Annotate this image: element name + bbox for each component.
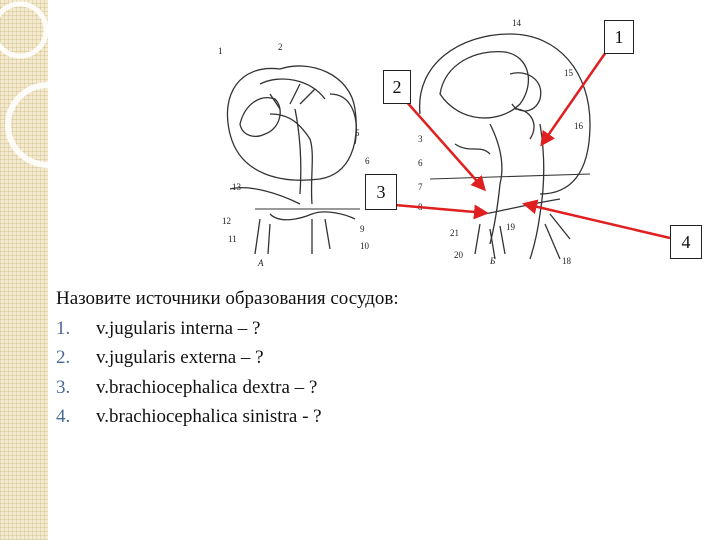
callout-4-label: 4 (681, 232, 691, 252)
svg-text:14: 14 (512, 18, 521, 28)
svg-text:Б: Б (490, 256, 496, 266)
svg-text:6: 6 (418, 158, 423, 168)
svg-text:20: 20 (454, 250, 463, 260)
list-item (56, 343, 696, 373)
list-item (56, 314, 696, 344)
question-list (56, 314, 696, 432)
svg-text:18: 18 (562, 256, 571, 266)
list-item (56, 402, 696, 432)
svg-text:2: 2 (278, 42, 283, 52)
list-text: v.brachiocephalica dextra – ? (96, 376, 318, 398)
list-text: v.brachiocephalica sinistra - ? (96, 406, 322, 427)
question-heading: Назовите источники образования сосудов: (56, 288, 399, 309)
svg-text:21: 21 (450, 228, 459, 238)
svg-text:11: 11 (228, 234, 237, 244)
svg-text:6: 6 (365, 156, 370, 166)
svg-text:5: 5 (355, 128, 360, 138)
svg-text:13: 13 (232, 182, 241, 192)
list-number: 4. (56, 406, 71, 427)
callout-2-label: 2 (392, 77, 402, 97)
callout-2 (383, 70, 411, 104)
svg-text:16: 16 (574, 121, 583, 131)
list-item (56, 373, 696, 403)
svg-text:1: 1 (218, 46, 223, 56)
list-number: 2. (56, 347, 71, 368)
decorative-side-panel (0, 0, 48, 540)
list-text: v.jugularis externa – ? (96, 347, 264, 368)
svg-text:3: 3 (418, 134, 423, 144)
svg-text:7: 7 (418, 182, 423, 192)
svg-text:8: 8 (418, 202, 423, 212)
svg-text:10: 10 (360, 241, 369, 251)
svg-text:19: 19 (506, 222, 515, 232)
list-number: 3. (56, 376, 71, 398)
vein-development-diagram (200, 14, 634, 276)
callout-1 (604, 20, 634, 54)
decorative-circles (0, 0, 80, 200)
list-text: v.jugularis interna – ? (96, 317, 261, 339)
svg-text:15: 15 (564, 68, 573, 78)
callout-3-label: 3 (376, 182, 386, 202)
callout-4 (670, 225, 702, 259)
anatomy-figure (200, 14, 634, 276)
svg-text:А: А (258, 258, 264, 268)
callout-3 (365, 174, 397, 210)
list-number: 1. (56, 317, 71, 339)
question-block (56, 284, 696, 432)
callout-1-label: 1 (614, 27, 624, 47)
svg-text:12: 12 (222, 216, 231, 226)
svg-text:9: 9 (360, 224, 365, 234)
